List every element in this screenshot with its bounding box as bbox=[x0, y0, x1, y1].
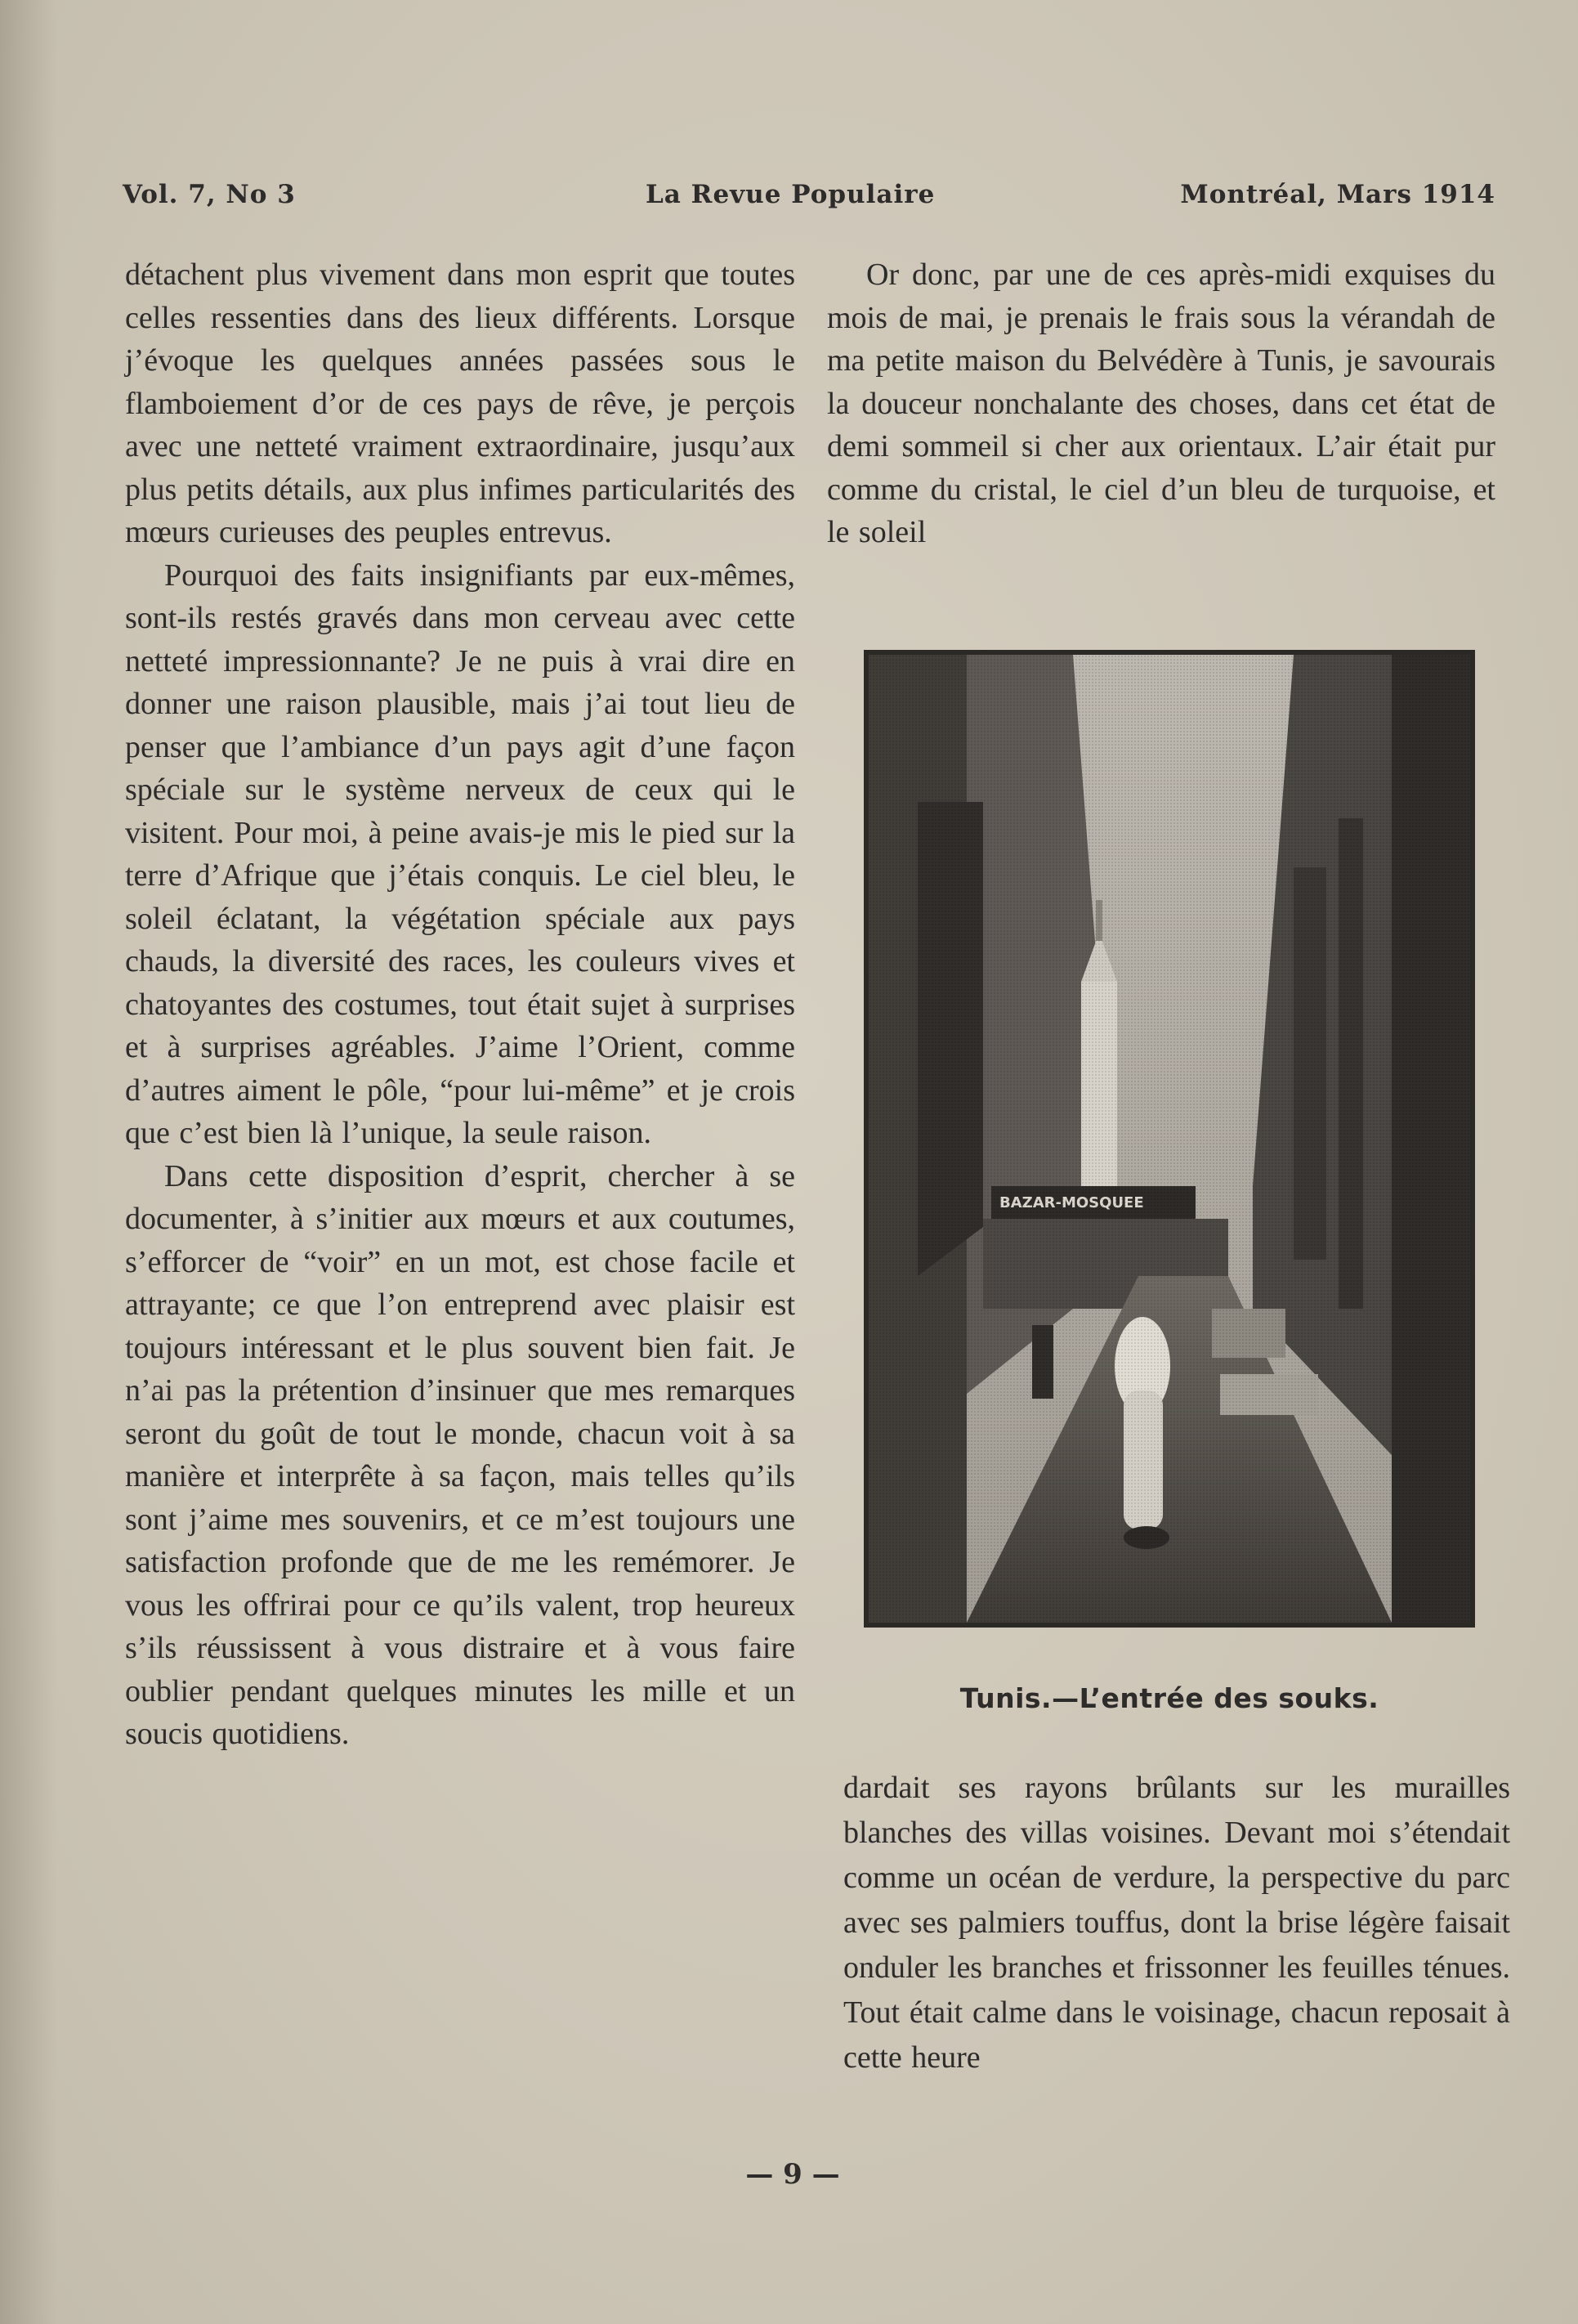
header-publication-title: La Revue Populaire bbox=[646, 180, 936, 209]
photograph-souks-entrance bbox=[869, 655, 1470, 1623]
right-column-bottom bbox=[843, 1766, 1510, 2080]
spine-shadow bbox=[0, 0, 57, 2324]
running-header bbox=[123, 180, 1495, 221]
page-number: — 9 — bbox=[745, 2158, 840, 2191]
left-paragraph-1: détachent plus vivement dans mon esprit que toutes celles ressenties dans des lieux différents. Lorsque j’évoque les quelques années passées sous le flamboiement d’or de ces pays de rêve, je perçois avec une netteté vraiment extraordinaire, jusqu’aux plus petits détails, aux plus infimes particularités des mœurs curieuses des peuples entrevus. bbox=[125, 257, 795, 549]
right-paragraph-bottom: dardait ses rayons brûlants sur les murailles blanches des villas voisines. Devant moi s’étendait comme un océan de verdure, la perspective du parc avec ses palmiers touffus, dont la brise légère faisait onduler les branches et frissonner les feuilles ténues. Tout était calme dans le voisinage, chacun reposait à cette heure bbox=[843, 1771, 1510, 2075]
left-column bbox=[125, 253, 795, 1756]
header-date: Montréal, Mars 1914 bbox=[1180, 180, 1495, 209]
photo-frame bbox=[864, 650, 1475, 1628]
photo-caption: Tunis.—L’entrée des souks. bbox=[959, 1682, 1379, 1714]
right-column-top bbox=[827, 253, 1495, 554]
right-paragraph-top: Or donc, par une de ces après-midi exquises du mois de mai, je prenais le frais sous la vérandah de ma petite maison du Belvédère à Tunis, je savourais la douceur nonchalante des choses, dans cet état de demi sommeil si cher aux orientaux. L’air était pur comme du cristal, le ciel d’un bleu de turquoise, et le soleil bbox=[827, 257, 1495, 549]
left-paragraph-2: Pourquoi des faits insignifiants par eux-mêmes, sont-ils restés gravés dans mon cerveau avec cette netteté impressionnante? Je ne puis à vrai dire en donner une raison plausible, mais j’ai tout lieu de penser que l’ambiance d’un pays agit d’une façon spéciale sur le système nerveux de ceux qui le visitent. Pour moi, à peine avais-je mis le pied sur la terre d’Afrique que j’étais conquis. Le ciel bleu, le soleil éclatant, la végétation spéciale aux pays chauds, la diversité des races, les couleurs vives et chatoyantes des costumes, tout était sujet à surprises et à surprises agréables. J’aime l’Orient, comme d’autres aiment le pôle, “pour lui-même” et je crois que c’est bien là l’unique, la seule raison. bbox=[125, 557, 795, 1150]
header-volume: Vol. 7, No 3 bbox=[123, 180, 296, 209]
left-paragraph-3: Dans cette disposition d’esprit, chercher à se documenter, à s’initier aux mœurs et aux coutumes, s’efforcer de “voir” en un mot, est chose facile et attrayante; ce que l’on entreprend avec plaisir est toujours intéressant et le plus souvent bien fait. Je n’ai pas la prétention d’insinuer que mes remarques seront du goût de tout le monde, chacun voit à sa manière et interprête à sa façon, mais telles qu’ils sont j’aime mes souvenirs, et ce m’est toujours une satisfaction profonde que de me les remémorer. Je vous les offrirai pour ce qu’ils valent, trop heureux s’ils réussissent à vous distraire et à vous faire oublier pendant quelques minutes les mille et un soucis quotidiens. bbox=[125, 1158, 795, 1751]
